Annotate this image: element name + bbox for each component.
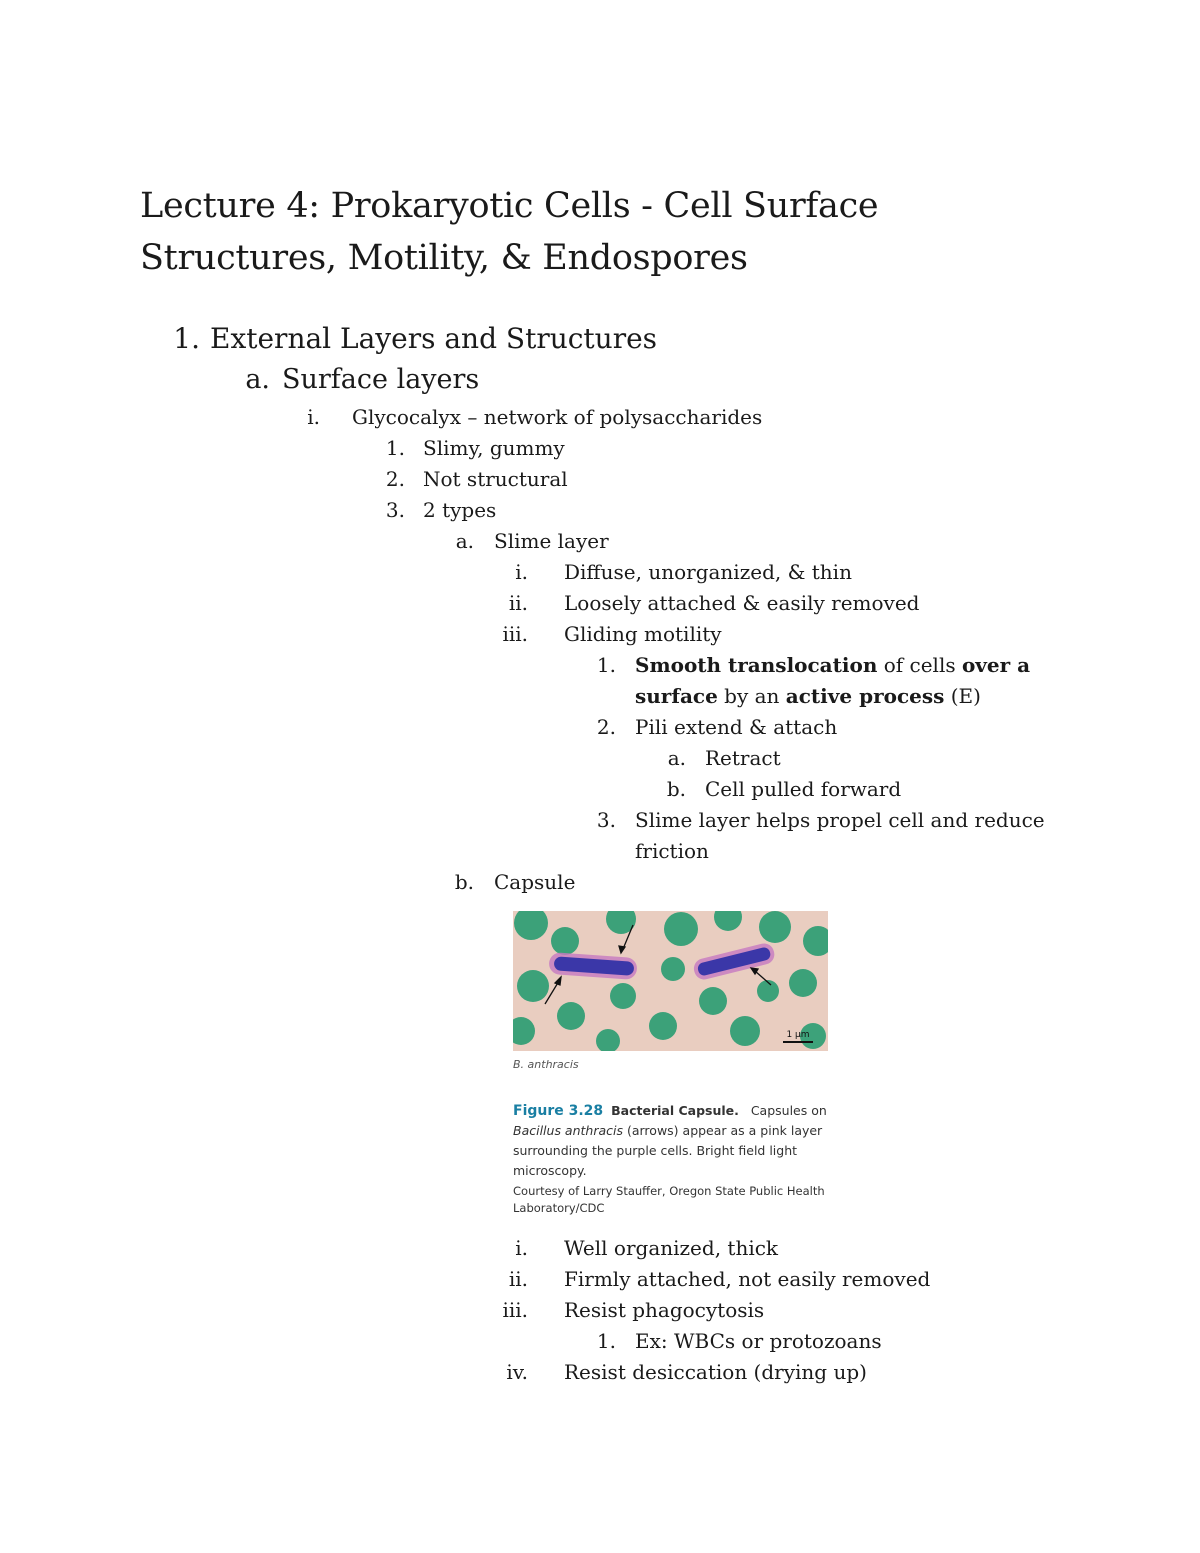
list-marker: 3. xyxy=(385,498,405,522)
list-marker: 1. xyxy=(385,436,405,460)
list-marker: a. xyxy=(667,746,686,770)
list-marker: 1. xyxy=(173,322,200,355)
list-marker: 3. xyxy=(596,808,616,832)
outline-text: Glycocalyx – network of polysaccharides xyxy=(352,405,763,429)
outline-text: friction xyxy=(635,839,709,863)
list-marker: 1. xyxy=(596,1329,616,1353)
outline-text: Surface layers xyxy=(282,364,480,395)
list-marker: i. xyxy=(515,1236,528,1260)
list-marker: ii. xyxy=(508,591,528,615)
figure-credit: Courtesy of Larry Stauffer, Oregon State Public Health Laboratory/CDC xyxy=(513,1184,825,1215)
outline-text: Resist desiccation (drying up) xyxy=(564,1360,867,1384)
list-marker: a. xyxy=(245,364,270,395)
outline-text: Cell pulled forward xyxy=(705,777,902,801)
outline-text: Gliding motility xyxy=(564,622,722,646)
outline-text: Diffuse, unorganized, & thin xyxy=(564,560,852,584)
outline-text: Resist phagocytosis xyxy=(564,1298,765,1322)
micrograph-image xyxy=(513,911,828,1051)
outline-text: Slime layer xyxy=(494,529,609,553)
bold-term: over a xyxy=(961,653,1031,677)
page-title: Lecture 4: Prokaryotic Cells - Cell Surface Structures, Motility, & Endospores xyxy=(140,186,879,278)
figure-number: Figure 3.28 xyxy=(513,1103,604,1119)
list-marker: 2. xyxy=(596,715,616,739)
species-label: B. anthracis xyxy=(513,1058,579,1071)
scale-bar-label: 1 μm xyxy=(786,1030,810,1040)
figure-caption xyxy=(513,1101,833,1181)
outline-text: 2 types xyxy=(423,498,497,522)
list-marker: 1. xyxy=(596,653,616,677)
outline-text: External Layers and Structures xyxy=(210,322,658,355)
outline-text: Pili extend & attach xyxy=(635,715,838,739)
outline-text: (E) xyxy=(944,684,981,708)
outline-text: Ex: WBCs or protozoans xyxy=(635,1329,882,1353)
caption-text: Capsules on xyxy=(750,1103,827,1118)
outline-text: of cells xyxy=(877,653,962,677)
outline-text: Capsule xyxy=(494,870,576,894)
list-marker: b. xyxy=(454,870,474,894)
list-marker: a. xyxy=(455,529,474,553)
outline-text: Loosely attached & easily removed xyxy=(564,591,920,615)
outline-text: Slime layer helps propel cell and reduce xyxy=(635,808,1045,832)
list-marker: i. xyxy=(307,405,320,429)
list-marker: i. xyxy=(515,560,528,584)
list-marker: iv. xyxy=(506,1360,528,1384)
outline-text: by an xyxy=(717,684,786,708)
list-marker: b. xyxy=(666,777,686,801)
figure-bacterial-capsule xyxy=(513,911,833,1217)
list-marker: 2. xyxy=(385,467,405,491)
list-marker: ii. xyxy=(508,1267,528,1291)
outline-text: Well organized, thick xyxy=(564,1236,779,1260)
outline-text: Not structural xyxy=(423,467,568,491)
outline-text: Retract xyxy=(705,746,781,770)
outline-text: Firmly attached, not easily removed xyxy=(564,1267,931,1291)
figure-title: Bacterial Capsule. xyxy=(611,1103,739,1118)
caption-text: (arrows) appear as a pink layer surrounding the purple cells. Bright field light microscopy. xyxy=(513,1123,823,1178)
bold-term: surface xyxy=(635,684,718,708)
list-marker: iii. xyxy=(502,1298,528,1322)
bold-term: Smooth translocation xyxy=(635,653,878,677)
outline-text: Slimy, gummy xyxy=(423,436,565,460)
caption-species: Bacillus anthracis xyxy=(513,1123,623,1138)
list-marker: iii. xyxy=(502,622,528,646)
bold-term: active process xyxy=(785,684,945,708)
